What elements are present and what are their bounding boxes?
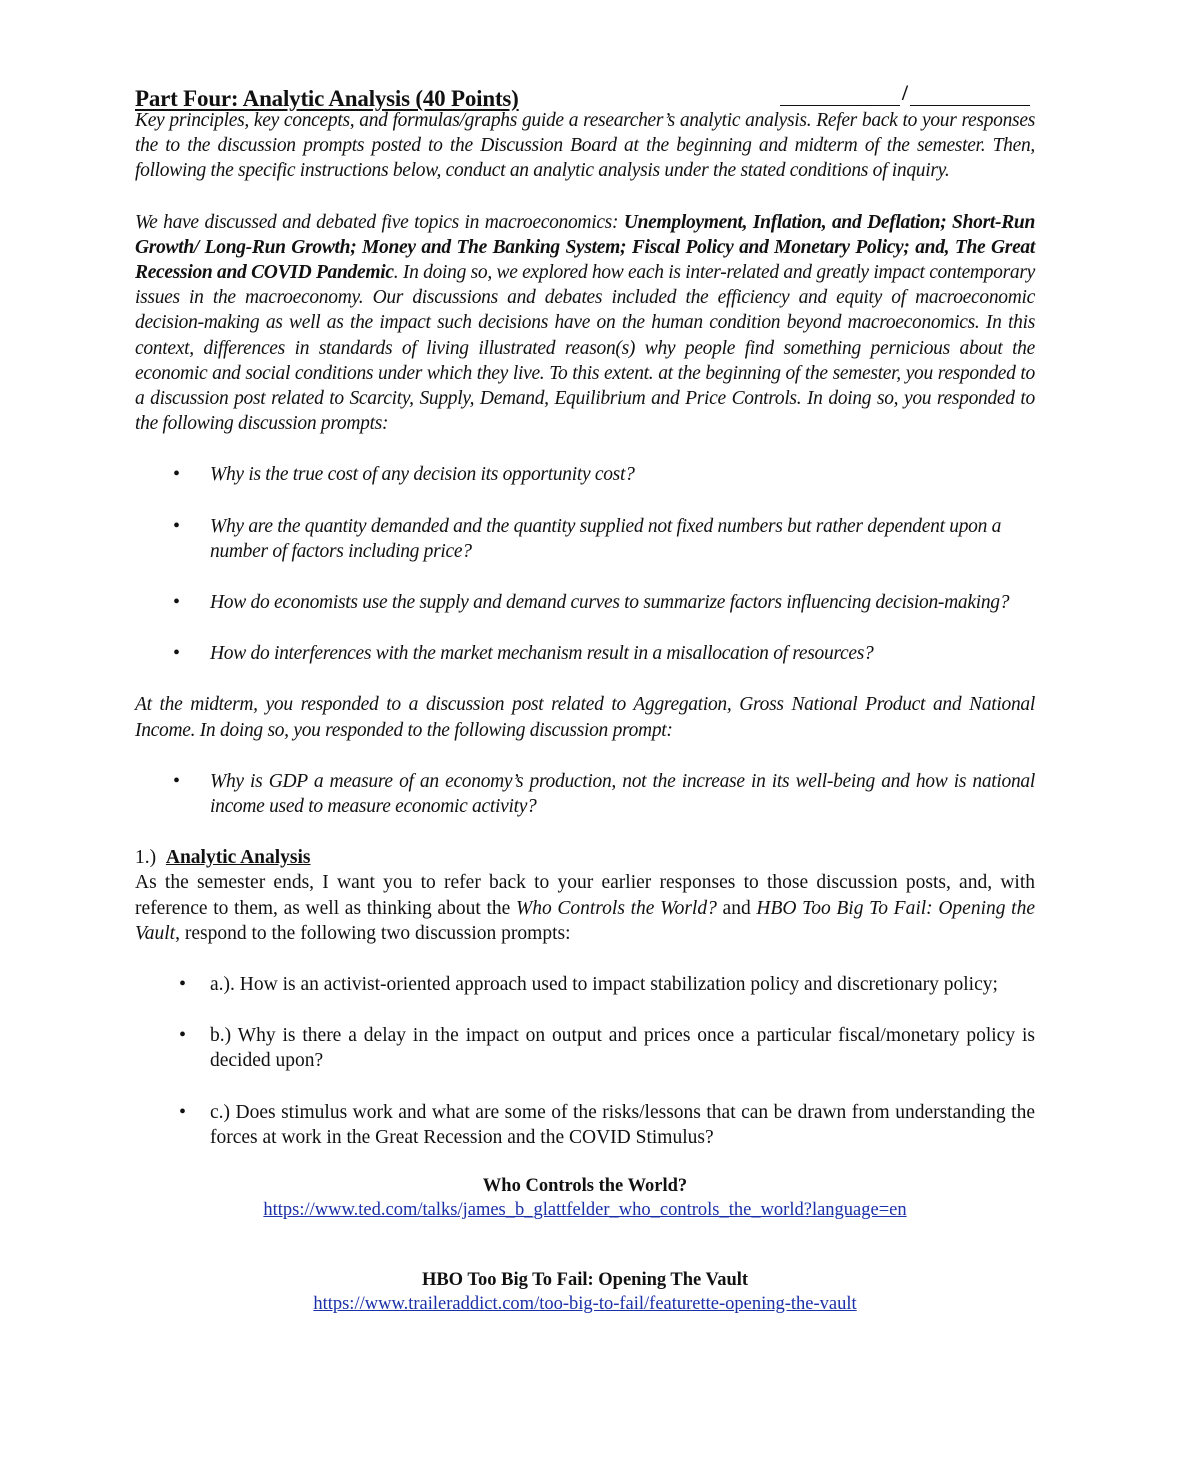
intro-paragraph: Key principles, key concepts, and formulas/graphs guide a researcher’s analytic analysis. Refer back to your responses the to the discussion prompts posted to the Discussion Board at the beginning and midterm of the semester. Then, following the specific instructions below, conduct an analytic analysis under the stated conditions of inquiry. <box>135 110 1035 182</box>
topics-rest: . In doing so, we explored how each is inter-related and greatly impact contemporary issues in the macroeconomy. Our discussions and debates included the efficiency and equity of macroeconomic decision-making as well as the impact such decisions have on the human condition beyond macroeconomics. In this context, differences in standards of living illustrated reason(s) why people find something pernicious about the economic and social conditions under which they live. To this extent. at the beginning of the semester, you responded to a discussion post related to Scarcity, Supply, Demand, Equilibrium and Price Controls. In doing so, you responded to the following discussion prompts: <box>135 262 1035 435</box>
topics-list: Unemployment, Inflation, and Deflation; Short-Run Growth/ Long-Run Growth; Money and The Banking System; Fiscal Policy and Monetary Policy; and, The Great Recession and COVID Pandemic <box>135 211 1035 284</box>
section-number: 1.) <box>135 847 157 869</box>
list-item: • b.) Why is there a delay in the impact on output and prices once a particular fiscal/monetary policy is decided upon? <box>135 1023 1035 1073</box>
list-item: • Why is the true cost of any decision its opportunity cost? <box>135 462 1035 487</box>
resource-link-hbo[interactable]: https://www.traileraddict.com/too-big-to-fail/featurette-opening-the-vault <box>313 1294 857 1315</box>
midterm-paragraph: At the midterm, you responded to a discussion post related to Aggregation, Gross National Product and National Income. In doing so, you responded to the following discussion prompt: <box>135 694 1035 741</box>
resource-ted <box>135 1174 1035 1222</box>
film-title-hbo: HBO Too Big To Fail: Opening the Vault <box>135 897 1036 944</box>
midterm-prompts-list <box>135 769 1035 819</box>
resource-hbo <box>135 1268 1035 1316</box>
document-page <box>135 80 1035 1316</box>
final-prompts-list <box>135 972 1035 1150</box>
score-total-blank <box>910 87 1030 106</box>
section-heading <box>135 845 1035 870</box>
beginning-prompts-list <box>135 462 1035 666</box>
score-field <box>780 80 1030 106</box>
topics-paragraph <box>135 210 1035 437</box>
resource-title: Who Controls the World? <box>482 1176 688 1197</box>
list-item: • c.) Does stimulus work and what are some of the risks/lessons that can be drawn from understanding the forces at work in the Great Recession and the COVID Stimulus? <box>135 1100 1035 1150</box>
resource-title: HBO Too Big To Fail: Opening The Vault <box>421 1270 749 1291</box>
list-item: • Why are the quantity demanded and the quantity supplied not fixed numbers but rather dependent upon a number of factors including price? <box>135 514 1035 564</box>
topics-lead: We have discussed and debated five topics in macroeconomics: <box>135 211 624 233</box>
midterm-prompt-text: Why is GDP a measure of an economy’s production, not the increase in its well-being and how is national income used to measure economic activity? <box>210 770 1035 818</box>
list-item: • How do interferences with the market mechanism result in a misallocation of resources? <box>135 641 1035 666</box>
page-title: Part Four: Analytic Analysis (40 Points) <box>135 86 519 111</box>
resource-link-ted[interactable]: https://www.ted.com/talks/james_b_glattfelder_who_controls_the_world?language=en <box>263 1200 907 1221</box>
section-body <box>135 870 1035 946</box>
title-row <box>135 80 1035 111</box>
section-body-text: , respond to the following two discussion prompts: <box>175 922 571 944</box>
list-item <box>135 769 1035 819</box>
section-body-text: and <box>716 897 757 919</box>
score-earned-blank <box>780 87 900 106</box>
film-title-ted: Who Controls the World? <box>515 897 717 919</box>
section-body-text: As the semester ends, I want you to refer back to your earlier responses to those discussion posts, and, with reference to them, as well as thinking about the <box>135 872 1035 919</box>
list-item: • How do economists use the supply and demand curves to summarize factors influencing decision-making? <box>135 590 1035 615</box>
section-title: Analytic Analysis <box>165 847 311 869</box>
list-item: • a.). How is an activist-oriented approach used to impact stabilization policy and discretionary policy; <box>135 972 1035 997</box>
score-separator: / <box>901 80 908 105</box>
